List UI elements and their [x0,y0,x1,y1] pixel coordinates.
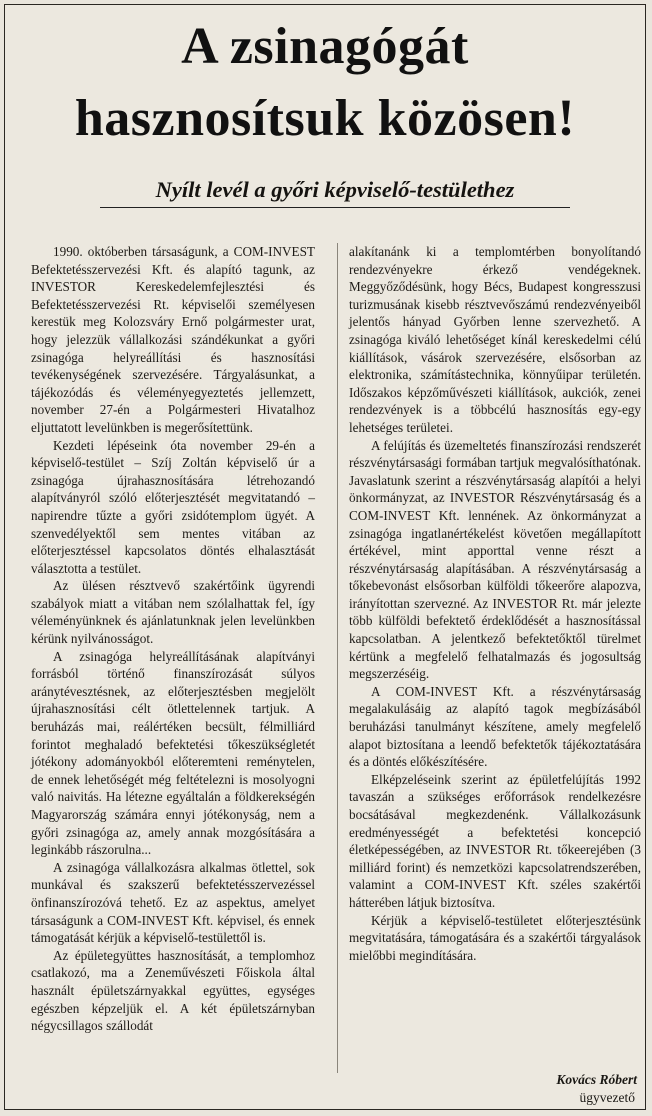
signature-role: ügyvezető [579,1090,635,1105]
paragraph: Az ülésen résztvevő szakértőink ügyrendi szabályok miatt a vitában nem szólalhattak fel, így véleményünknek és ajánlatunknak jelen levelünkben kérünk nyilvánosságot. [31,578,315,647]
headline-line-2: hasznosítsuk közösen! [74,90,576,147]
headline-line-1: A zsinagógát [181,18,469,75]
paragraph: A COM-INVEST Kft. a részvénytársaság megalakulásáig az alapító tagok megbízásából beruházási tanulmányt készítene, amely megfelelő alapot biztosítana a leendő befektetők tájékoztatására és a döntés előkészítésére. [349,683,641,770]
paragraph: Kezdeti lépéseink óta november 29-én a képviselő-testület – Szíj Zoltán képviselő úr a zsinagóga újrahasznosítására létrehozandó alapítványról szóló előterjesztését megvitatandó – napirendre tűzte a győri zsidótemplom ügyét. A szenvedélyektől sem mentes vitában az előterjesztéssel kapcsolatos döntés elhalasztását választotta a testület. [31,437,315,576]
subtitle: Nyílt levél a győri képviselő-testülethez [100,175,570,208]
article-page [4,4,646,1110]
paragraph: 1990. októberben társaságunk, a COM-INVEST Befektetésszervezési Kft. és alapító tagunk, az INVESTOR Kereskedelemfejlesztési és Befektetésszervezési Rt. képviselői személyesen kerestük meg Kolozsváry Ernő polgármester urat, hogy jelezzük vállalkozási szándékunkat a győri zsinagóga helyreállítási és hasznosítási tevékenységének szervezésére. Tárgyalásunkat, a tájékozódás és véleményegyeztetés jellemzett, november 27-én a Polgármesteri Hivatalhoz eljuttatott levelünkben is megerősítettünk. [31,244,315,435]
paragraph: Kérjük a képviselő-testületet előterjesztésünk megvitatására, támogatására és a szakértői tárgyalások mielőbbi megindítására. [349,912,641,963]
paragraph: A felújítás és üzemeltetés finanszírozási rendszerét részvénytársasági formában tartjuk megvalósíthatónak. Javaslatunk szerint a részvénytársaság alapítói a helyi önkormányzat, az INVESTOR Részvénytársaság és a COM-INVEST Kft. lennének. Az önkormányzat a zsinagóga ingatlanértékelést követően megállapított értékével, mint apporttal venne részt a részvénytársaság alapításában. A részvénytársaság a tőkebevonást elsősorban külföldi tőkeerőre alapozva, irányítottan szervezné. Az INVESTOR Rt. már jelezte több külföldi befektető érdeklődését a hasznosítással kapcsolatban. A jelentkező befektetőktől türelmet kértünk a megfelelő felhatalmazás és jogosultság megszerzéséig. [349,437,641,682]
paragraph: A zsinagóga helyreállításának alapítványi forrásból történő finanszírozását súlyos aránytévesztésnek, az előterjesztésben megjelölt újrahasznosítási célt ötlettelennek tartjuk. A beruházás mai, reálértéken becsült, félmilliárd forintot meghaladó befektetési tőkeszükségletét jótékony adományokból előteremteni reménytelen, de ennek lehetőségét még feltételezni is mosolyogni való naivitás. Ha létezne egyáltalán a földkerekségén Magyarország számára ennyi jótékonyság, nem a győri zsinagóga az, amely annak mozgósítására a leginkább rászorulna... [31,648,315,858]
paragraph: A zsinagóga vállalkozásra alkalmas ötlettel, sok munkával és szakszerű befektetésszervezéssel önfinanszírozóvá tehető. Ez az aspektus, amelyet társaságunk a COM-INVEST Kft. képvisel, és ennek támogatását kérjük a képviselő-testülettől is. [31,859,315,946]
signature [556,1071,637,1107]
paragraph: Az épületegyüttes hasznosítását, a templomhoz csatlakozó, ma a Zeneművészeti Főiskola által használt épületszárnyakkal együttes, egységes egészben képzeljük el. A két épületszárnyban négycsillagos szállodát [31,947,315,1034]
signature-name: Kovács Róbert [556,1072,637,1087]
column-divider [337,243,338,1073]
left-column [31,243,315,1035]
right-column [349,243,641,964]
paragraph: alakítanánk ki a templomtérben bonyolítandó rendezvényekre érkező vendégeknek. Meggyőződésünk, hogy Bécs, Budapest kongresszusi turizmusának kisebb résztvevőszámú rendezvényeiből jelentős hányad Győrben lenne szervezhető. A zsinagóga kiváló lehetőséget kínál kereskedelmi célú kiállítások, vásárok szervezésére, elsősorban az elektronika, számítástechnika, könnyűipar területén. Időszakos képzőművészeti kiállítások, aukciók, zenei rendezvények is a többcélú hasznosítás egy-egy lehetséges területei. [349,244,641,435]
headline [5,11,645,155]
paragraph: Elképzeléseink szerint az épületfelújítás 1992 tavaszán a szükséges erőforrások rendelkezésre bocsátásával megkezdenénk. Vállalkozásunk eredményességét a befektetési koncepció életképességében, az INVESTOR Rt. tőkeerejében (3 milliárd forint) és nemzetközi kapcsolatrendszerében, valamint a COM-INVEST Kft. széles szakértői hátterében látjuk biztosítva. [349,771,641,910]
